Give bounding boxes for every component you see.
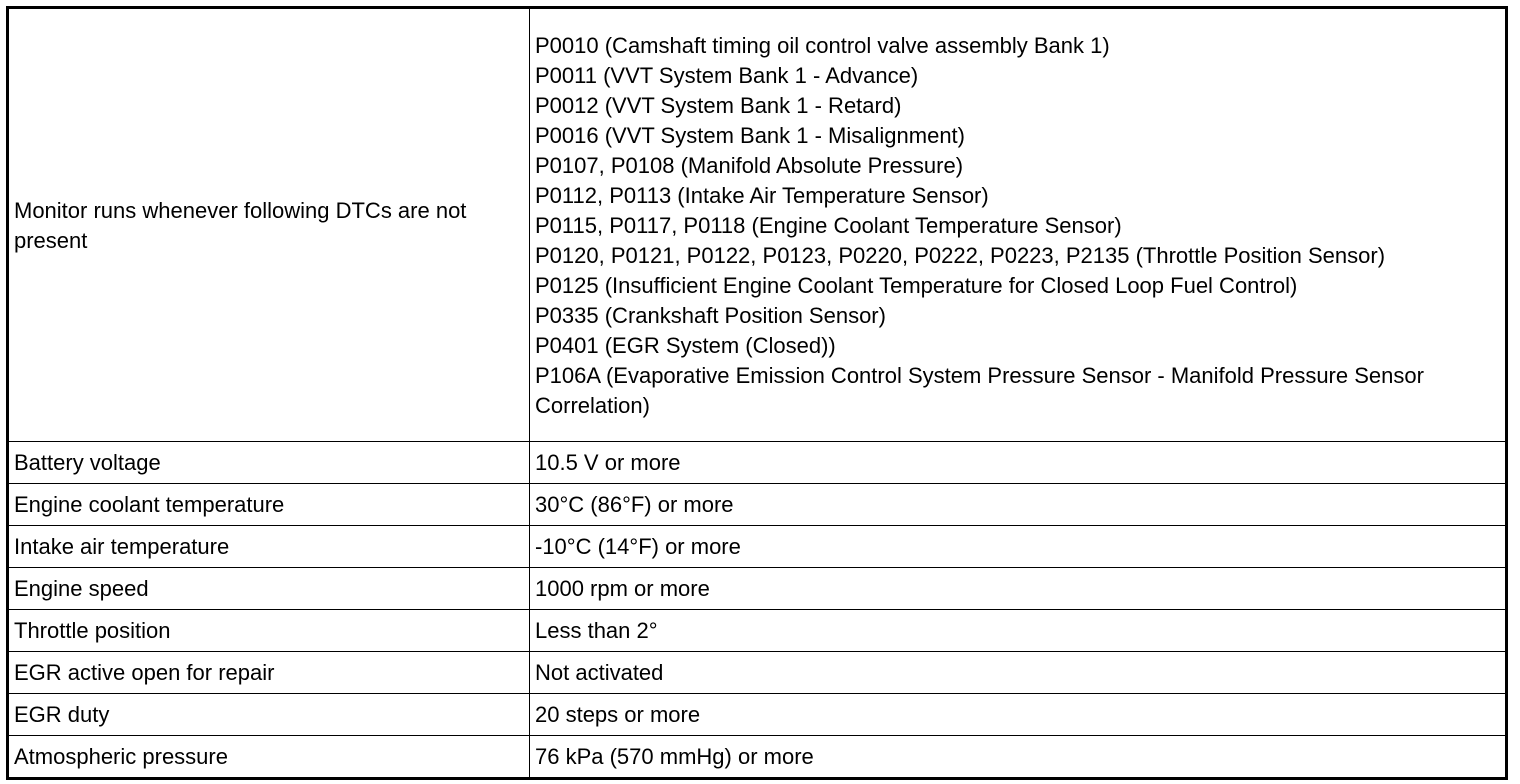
table-row [8,694,1507,736]
dtc-list-cell [530,8,1507,442]
dtc-item: P0401 (EGR System (Closed)) [535,333,836,358]
condition-cell: Atmospheric pressure [8,736,530,779]
table-row [8,484,1507,526]
table-row [8,652,1507,694]
value-cell: 20 steps or more [530,694,1507,736]
condition-cell: Engine coolant temperature [8,484,530,526]
table-row [8,736,1507,779]
dtc-item: P0335 (Crankshaft Position Sensor) [535,303,886,328]
condition-cell: Intake air temperature [8,526,530,568]
dtc-item: P0125 (Insufficient Engine Coolant Temperature for Closed Loop Fuel Control) [535,273,1298,298]
value-cell: -10°C (14°F) or more [530,526,1507,568]
condition-cell: EGR duty [8,694,530,736]
monitor-conditions-table [6,6,1508,780]
condition-cell: Battery voltage [8,442,530,484]
table-row [8,610,1507,652]
dtc-item: P0107, P0108 (Manifold Absolute Pressure) [535,153,964,178]
table-row [8,568,1507,610]
dtc-item: P106A (Evaporative Emission Control System Pressure Sensor - Manifold Pressure Sensor Correlation) [535,363,1424,418]
value-cell: 30°C (86°F) or more [530,484,1507,526]
condition-cell: EGR active open for repair [8,652,530,694]
dtc-item: P0115, P0117, P0118 (Engine Coolant Temperature Sensor) [535,213,1122,238]
condition-cell: Throttle position [8,610,530,652]
table-row [8,526,1507,568]
condition-cell: Engine speed [8,568,530,610]
dtc-item: P0012 (VVT System Bank 1 - Retard) [535,93,902,118]
table-row [8,442,1507,484]
value-cell: 76 kPa (570 mmHg) or more [530,736,1507,779]
value-cell: Not activated [530,652,1507,694]
value-cell: Less than 2° [530,610,1507,652]
dtc-item: P0010 (Camshaft timing oil control valve assembly Bank 1) [535,33,1110,58]
condition-cell: Monitor runs whenever following DTCs are not present [8,8,530,442]
dtc-item: P0112, P0113 (Intake Air Temperature Sensor) [535,183,989,208]
dtc-item: P0120, P0121, P0122, P0123, P0220, P0222, P0223, P2135 (Throttle Position Sensor) [535,243,1386,268]
dtc-item: P0016 (VVT System Bank 1 - Misalignment) [535,123,965,148]
value-cell: 1000 rpm or more [530,568,1507,610]
table-row-dtc-conditions [8,8,1507,442]
dtc-item: P0011 (VVT System Bank 1 - Advance) [535,63,919,88]
value-cell: 10.5 V or more [530,442,1507,484]
